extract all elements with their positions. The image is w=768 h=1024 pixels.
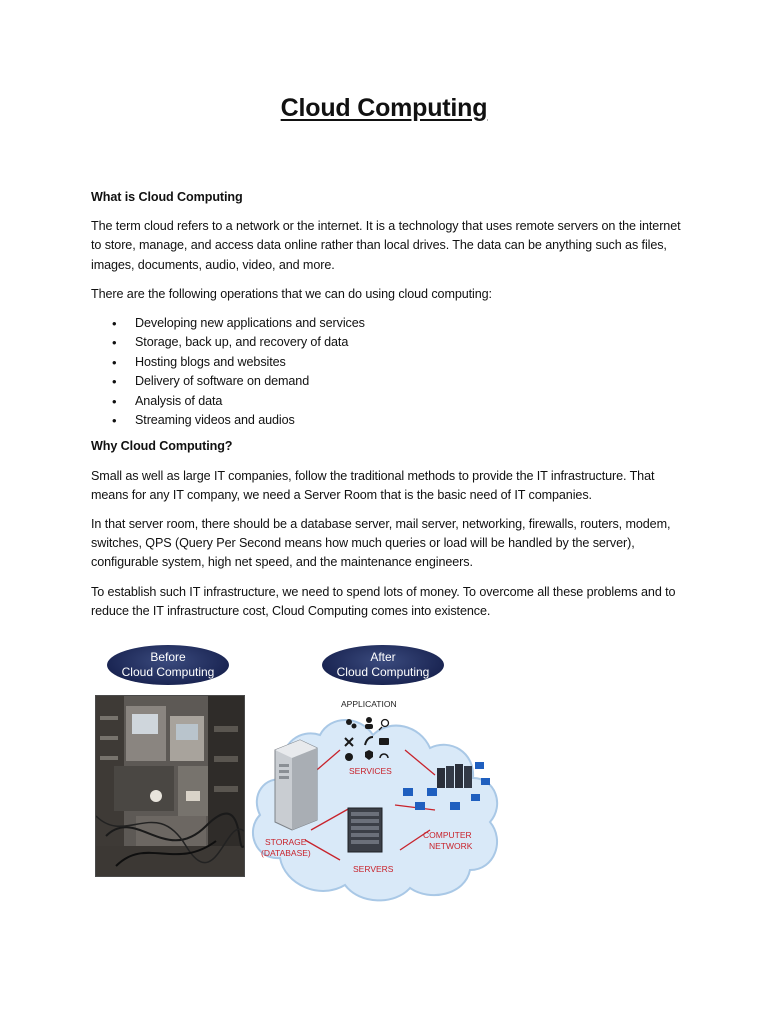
list-item: • Hosting blogs and websites xyxy=(135,353,691,372)
document-body xyxy=(91,188,691,631)
services-label: SERVICES xyxy=(349,766,392,776)
section-heading-why: Why Cloud Computing? xyxy=(91,439,233,454)
paragraph: The term cloud refers to a network or the internet. It is a technology that uses remote servers on the internet to store, manage, and access data online rather than local drives. The data can be anything such as files, images, documents, audio, video, and more. xyxy=(91,219,681,272)
server-room-photo xyxy=(95,695,245,877)
oval-label: Cloud Computing xyxy=(121,665,215,679)
operations-list xyxy=(91,314,691,430)
paragraph: Small as well as large IT companies, follow the traditional methods to provide the IT infrastructure. That means for any IT company, we need a Server Room that is the basic need of IT companies. xyxy=(91,468,655,502)
storage-label: STORAGE xyxy=(265,837,307,847)
cloud-architecture-diagram xyxy=(245,690,505,910)
paragraph: To establish such IT infrastructure, we need to spend lots of money. To overcome all these problems and to reduce the IT infrastructure cost, Cloud Computing comes into existence. xyxy=(91,584,676,618)
network-label: NETWORK xyxy=(429,841,473,851)
storage-label: (DATABASE) xyxy=(261,848,311,858)
oval-label: After xyxy=(370,650,396,664)
list-item: • Storage, back up, and recovery of data xyxy=(135,333,691,352)
list-item: • Developing new applications and services xyxy=(135,314,691,333)
network-label: COMPUTER xyxy=(423,830,472,840)
page-title: Cloud Computing xyxy=(280,94,488,122)
after-cloud-oval xyxy=(322,645,444,685)
oval-label: Before xyxy=(150,650,186,664)
list-item: • Analysis of data xyxy=(135,392,691,411)
paragraph: In that server room, there should be a database server, mail server, networking, firewalls, routers, modem, switches, QPS (Query Per Second means how much queries or load will be handled by the server), configurable system, high net speed, and the maintenance engineers. xyxy=(91,517,671,570)
application-label: APPLICATION xyxy=(341,699,397,709)
servers-label: SERVERS xyxy=(353,864,394,874)
list-item: • Streaming videos and audios xyxy=(135,411,691,430)
oval-label: Cloud Computing xyxy=(336,665,430,679)
list-item: • Delivery of software on demand xyxy=(135,372,691,391)
before-cloud-oval xyxy=(107,645,229,685)
section-heading-what: What is Cloud Computing xyxy=(91,190,243,204)
servers-icon xyxy=(348,808,382,852)
before-after-figure xyxy=(95,640,505,910)
paragraph: There are the following operations that we can do using cloud computing: xyxy=(91,286,492,301)
storage-server-icon xyxy=(275,740,317,830)
